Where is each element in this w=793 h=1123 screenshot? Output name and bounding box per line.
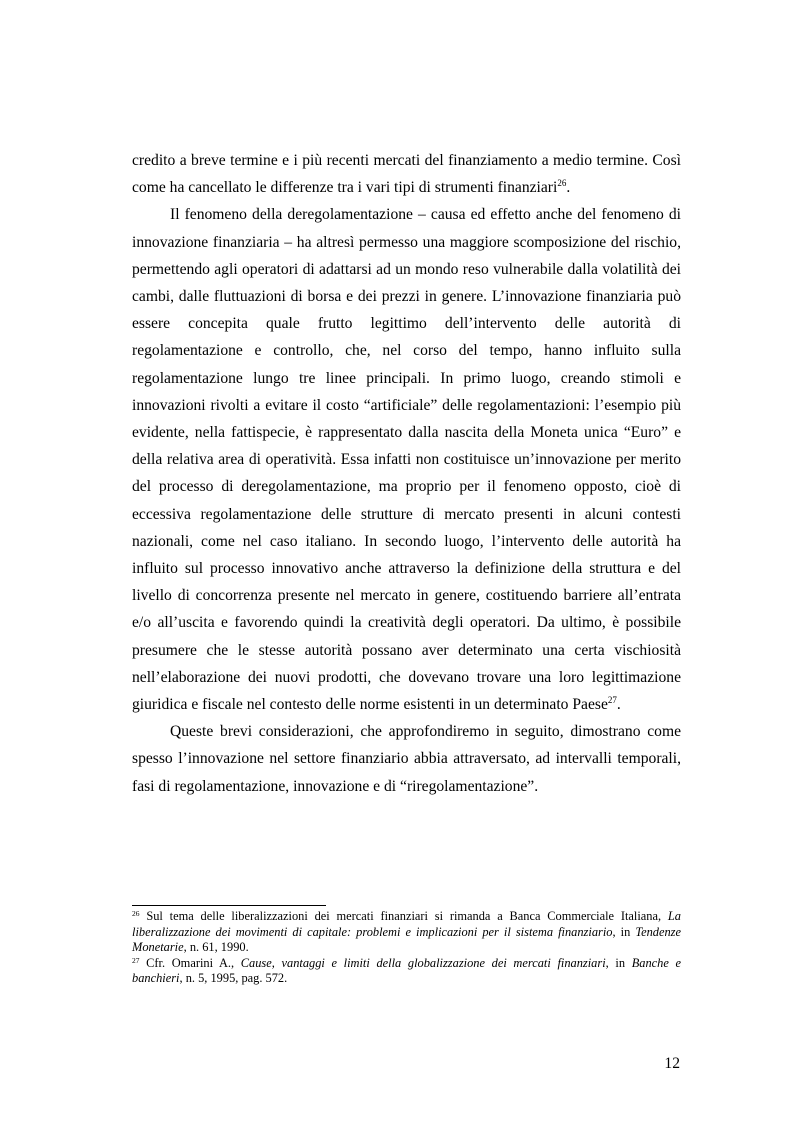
footnote-separator — [132, 905, 326, 906]
footnote-27-journal: Banche e banchieri — [132, 955, 681, 986]
footnote-27-number: 27 — [132, 955, 140, 965]
footnote-26-pre: Sul tema delle liberalizzazioni dei mercati finanziari si rimanda a Banca Commerciale Italiana, — [146, 909, 668, 923]
footnote-26-post: , n. 61, 1990. — [183, 940, 249, 955]
footnote-ref-27[interactable]: 27 — [607, 695, 617, 706]
page-number: 12 — [664, 1055, 680, 1072]
footnote-26-journal: Tendenze Monetarie — [132, 924, 681, 955]
footnotes — [132, 909, 681, 987]
paragraph-1-text: credito a breve termine e i più recenti mercati del finanziamento a medio termine. Così come ha cancellato le differenze tra i vari tipi di strumenti finanziari — [132, 152, 681, 197]
body-text — [132, 147, 681, 800]
footnote-27-pre: Cfr. Omarini A., — [146, 955, 241, 970]
footnote-26 — [132, 909, 681, 956]
paragraph-2-tail: . — [616, 696, 621, 714]
footnote-27-mid: , in — [605, 955, 632, 970]
footnote-27 — [132, 956, 681, 987]
footnote-ref-26[interactable]: 26 — [557, 178, 567, 189]
footnote-26-mid: , in — [612, 924, 636, 939]
paragraph-3-text: Queste brevi considerazioni, che approfondiremo in seguito, dimostrano come spesso l’innovazione nel settore finanziario abbia attraversato, ad intervalli temporali, fasi di regolamentazione, innovazione e di “riregolamentazione”. — [132, 723, 681, 795]
footnote-26-title: La liberalizzazione dei movimenti di capitale: problemi e implicazioni per il sistema finanziario — [132, 909, 681, 939]
paragraph-1-tail: . — [566, 179, 571, 197]
paragraph-1 — [132, 147, 681, 201]
paragraph-2-text: Il fenomeno della deregolamentazione – causa ed effetto anche del fenomeno di innovazione finanziaria – ha altresì permesso una maggiore scomposizione del rischio, permettendo agli operatori di adattarsi ad un mondo reso vulnerabile dalla volatilità dei cambi, dalle fluttuazioni di borsa e dei prezzi in genere. L’innovazione finanziaria può essere concepita quale frutto legittimo dell’intervento delle autorità di regolamentazione e controllo, che, nel corso del tempo, hanno influito sulla regolamentazione lungo tre linee principali. In primo luogo, creando stimoli e innovazioni rivolti a evitare il costo “artificiale” delle regolamentazioni: l’esempio più evidente, nella fattispecie, è rappresentato dalla nascita della Moneta unica “Euro” e della relativa area di operatività. Essa infatti non costituisce un’innovazione per merito del processo di deregolamentazione, ma proprio per il fenomeno opposto, cioè di eccessiva regolamentazione delle strutture di mercato presenti in alcuni contesti nazionali, come nel caso italiano. In secondo luogo, l’intervento delle autorità ha influito sul processo innovativo anche attraverso la definizione della struttura e del livello di concorrenza presente nel mercato in genere, costituendo barriere all’entrata e/o all’uscita e favorendo quindi la creatività degli operatori. Da ultimo, è possibile presumere che le stesse autorità possano aver determinato una certa vischiosità nell’elaborazione dei nuovi prodotti, che dovevano trovare una loro legittimazione giuridica e fiscale nel contesto delle norme esistenti in un determinato Paese — [132, 206, 681, 714]
paragraph-2 — [132, 201, 681, 718]
footnote-27-post: , n. 5, 1995, pag. 572. — [179, 971, 288, 986]
footnote-26-number: 26 — [132, 909, 140, 918]
footnote-27-title: Cause, vantaggi e limiti della globalizzazione dei mercati finanziari — [240, 955, 606, 970]
paragraph-3 — [132, 718, 681, 800]
